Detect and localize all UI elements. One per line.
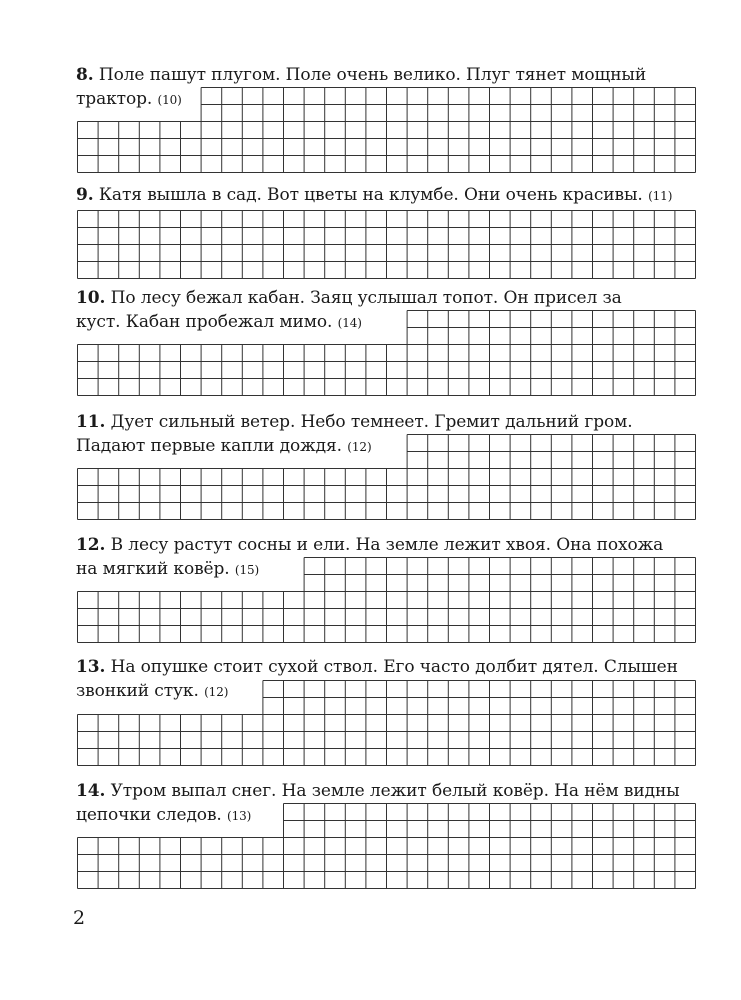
writing-grid-13[interactable]	[77, 680, 697, 767]
word-count: (11)	[648, 189, 673, 203]
writing-grid-11[interactable]	[77, 434, 697, 521]
task-9-line-1	[76, 183, 696, 208]
grid-cells[interactable]	[77, 803, 697, 890]
task-sentence: куст. Кабан пробежал мимо.	[76, 312, 333, 332]
writing-grid-12[interactable]	[77, 557, 697, 644]
word-count: (13)	[227, 809, 252, 823]
task-sentence: По лесу бежал кабан. Заяц услышал топот. Он присел за	[110, 288, 622, 308]
task-9	[76, 183, 696, 208]
task-sentence: Падают первые капли дождя.	[76, 436, 342, 456]
task-12-line-1	[76, 533, 696, 557]
task-number: 9.	[76, 185, 94, 205]
writing-grid-9[interactable]	[77, 210, 697, 280]
grid-cells[interactable]	[77, 87, 697, 174]
word-count: (15)	[234, 563, 260, 577]
writing-grid-10[interactable]	[77, 310, 697, 397]
task-sentence: звонкий стук.	[76, 681, 199, 701]
grid-cells[interactable]	[77, 210, 697, 280]
grid-cells[interactable]	[77, 680, 697, 767]
task-sentence: Дует сильный ветер. Небо темнеет. Гремит дальний гром.	[110, 412, 633, 432]
task-sentence: В лесу растут сосны и ели. На земле лежит хвоя. Она похожа	[110, 535, 664, 555]
task-11-line-1	[76, 410, 696, 434]
word-count: (10)	[157, 93, 182, 107]
writing-grid-8[interactable]	[77, 87, 697, 174]
task-sentence: На опушке стоит сухой ствол. Его часто долбит дятел. Слышен	[110, 657, 678, 677]
task-number: 13.	[76, 657, 106, 677]
page-number: 2	[73, 907, 86, 929]
task-10-line-1	[76, 286, 696, 310]
writing-grid-14[interactable]	[77, 803, 697, 890]
task-number: 12.	[76, 535, 106, 555]
grid-cells[interactable]	[77, 434, 697, 521]
task-sentence: Поле пашут плугом. Поле очень велико. Плуг тянет мощный	[98, 65, 647, 85]
task-number: 10.	[76, 288, 106, 308]
word-count: (12)	[347, 440, 372, 454]
task-sentence: на мягкий ковёр.	[76, 559, 230, 579]
grid-cells[interactable]	[77, 557, 697, 644]
task-number: 11.	[76, 412, 106, 432]
task-14-line-1	[76, 779, 696, 803]
task-number: 14.	[76, 781, 106, 801]
task-sentence: Катя вышла в сад. Вот цветы на клумбе. Они очень красивы.	[98, 185, 643, 205]
task-sentence: цепочки следов.	[76, 805, 222, 825]
word-count: (14)	[337, 316, 362, 330]
task-13-line-1	[76, 655, 696, 679]
task-sentence: трактор.	[76, 89, 153, 109]
task-sentence: Утром выпал снег. На земле лежит белый ковёр. На нём видны	[110, 781, 680, 801]
grid-cells[interactable]	[77, 310, 697, 397]
word-count: (12)	[204, 685, 229, 699]
task-number: 8.	[76, 65, 94, 85]
task-8-line-1	[76, 63, 696, 87]
